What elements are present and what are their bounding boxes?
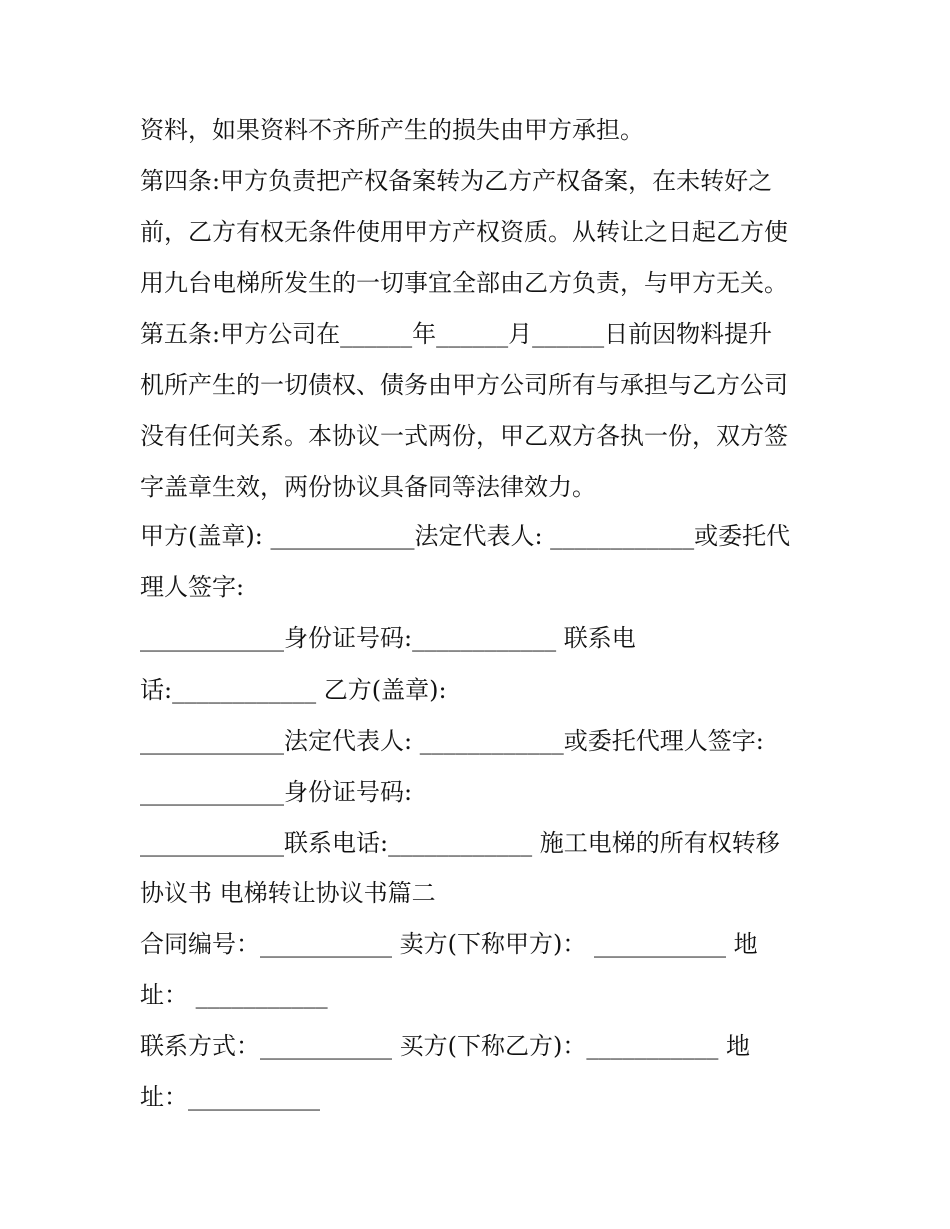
text-line: 理人签字: — [140, 573, 245, 601]
text-line: 资料，如果资料不齐所产生的损失由甲方承担。 — [140, 116, 644, 144]
text-line: ____________身份证号码: — [140, 778, 413, 806]
text-line: 址： ___________ — [140, 981, 328, 1009]
text-line: 字盖章生效，两份协议具备同等法律效力。 — [140, 473, 596, 501]
signature-line-party-a: 甲方(盖章): ____________法定代表人: ____________或委托代 — [140, 522, 791, 550]
text-line: 第四条:甲方负责把产权备案转为乙方产权备案，在未转好之 — [140, 167, 773, 195]
text-line: ____________身份证号码:____________ 联系电 — [140, 624, 636, 652]
text-line: 没有任何关系。本协议一式两份，甲乙双方各执一份，双方签 — [140, 422, 788, 450]
signature-line-party-b: ____________法定代表人: ____________或委托代理人签字: — [140, 727, 764, 755]
text-line: 合同编号：___________ 卖方(下称甲方)： ___________ 地 — [140, 930, 758, 958]
text-line: 前，乙方有权无条件使用甲方产权资质。从转让之日起乙方使 — [140, 218, 788, 246]
text-line: 话:____________ 乙方(盖章): — [140, 676, 447, 704]
text-line: 机所产生的一切债权、债务由甲方公司所有与承担与乙方公司 — [140, 371, 788, 399]
text-line: 联系方式：___________ 买方(下称乙方)：___________ 地 — [140, 1032, 750, 1060]
section-heading: 协议书 电梯转让协议书篇二 — [140, 879, 436, 907]
text-line: 第五条:甲方公司在______年______月______日前因物料提升 — [140, 320, 773, 348]
text-line: 址：___________ — [140, 1083, 320, 1111]
text-line: 用九台电梯所发生的一切事宜全部由乙方负责，与甲方无关。 — [140, 269, 788, 297]
text-line: ____________联系电话:____________ 施工电梯的所有权转移 — [140, 829, 780, 857]
